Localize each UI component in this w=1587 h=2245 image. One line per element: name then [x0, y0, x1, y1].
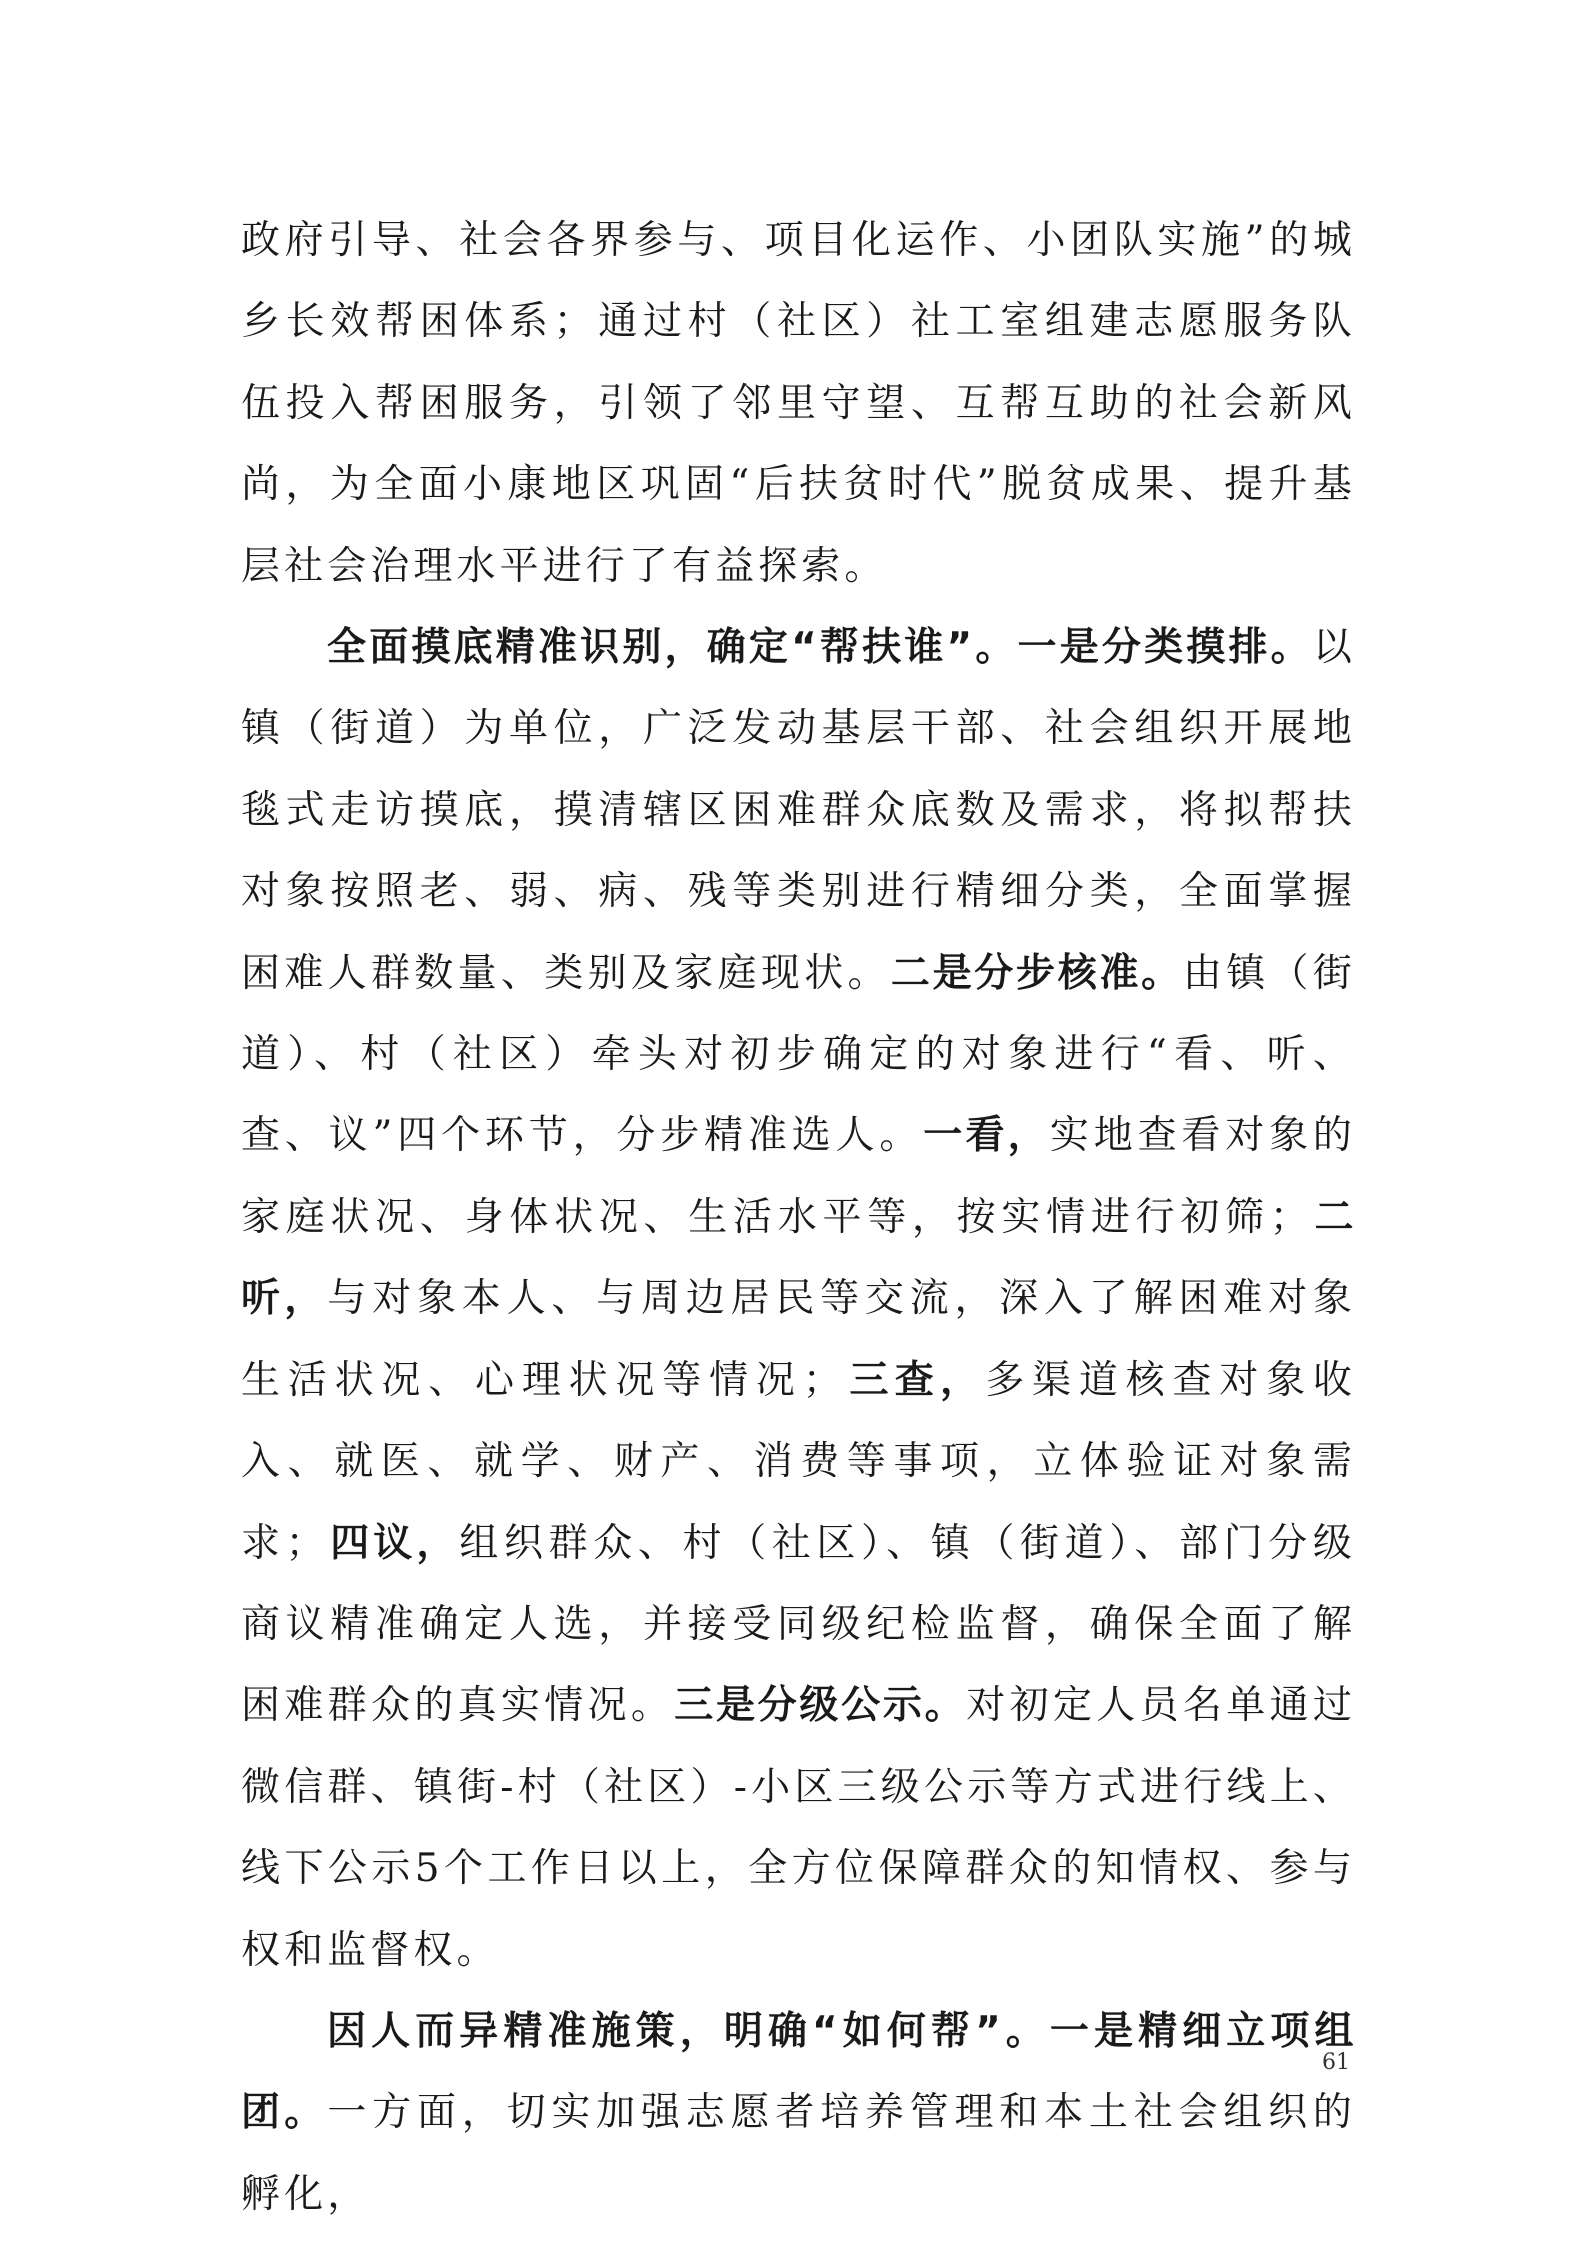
- step-label: 二听，: [241, 1194, 1356, 1322]
- section-heading: 全面摸底精准识别，确定“帮扶谁”。: [327, 625, 1018, 671]
- point-heading: 一是精细立项组团。: [241, 2008, 1356, 2136]
- paragraph-3: [241, 1991, 1356, 2235]
- text-run: 以镇（街道）为单位，广泛发动基层干部、社会组织开展地毯式走访摸底，摸清辖区困难群众底数及需求，将拟帮扶对象按照老、弱、病、残等类别进行精细分类，全面掌握困难人群数量、类别及家庭现状。: [241, 625, 1356, 996]
- step-label: 四议，: [328, 1520, 460, 1566]
- text-run: 对初定人员名单通过微信群、镇街-村（社区）-小区三级公示等方式进行线上、线下公示5个工作日以上，全方位保障群众的知情权、参与权和监督权。: [241, 1683, 1356, 1973]
- paragraph-2: [241, 607, 1356, 1991]
- text-run: 与对象本人、与周边居民等交流，深入了解困难对象生活状况、心理状况等情况；: [241, 1276, 1356, 1403]
- page-number: 61: [1322, 2050, 1350, 2075]
- point-heading: 二是分步核准。: [890, 950, 1183, 996]
- paragraph-1: [241, 200, 1356, 607]
- text-run: 多渠道核查对象收入、就医、就学、财产、消费等事项，立体验证对象需求；: [241, 1357, 1356, 1566]
- text-run: 实地查看对象的家庭状况、身体状况、生活水平等，按实情进行初筛；: [241, 1113, 1356, 1240]
- point-heading: 一是分类摸排。: [1017, 625, 1313, 671]
- section-heading: 因人而异精准施策，明确“如何帮”。: [327, 2008, 1050, 2054]
- text-run: 组织群众、村（社区）、镇（街道）、部门分级商议精准确定人选，并接受同级纪检监督，确保全面了解困难群众的真实情况。: [241, 1520, 1356, 1729]
- point-heading: 三是分级公示。: [674, 1683, 967, 1729]
- body-text: [241, 200, 1356, 2235]
- text-run: 政府引导、社会各界参与、项目化运作、小团队实施”的城乡长效帮困体系；通过村（社区）社工室组建志愿服务队伍投入帮困服务，引领了邻里守望、互帮互助的社会新风尚，为全面小康地区巩固“后扶贫时代”脱贫成果、提升基层社会治理水平进行了有益探索。: [241, 218, 1356, 589]
- text-run: 一方面，切实加强志愿者培养管理和本土社会组织的孵化，: [241, 2090, 1356, 2217]
- step-label: 一看，: [923, 1113, 1050, 1159]
- text-run: 由镇（街道）、村（社区）牵头对初步确定的对象进行“看、听、查、议”四个环节，分步精准选人。: [241, 950, 1356, 1159]
- step-label: 三查，: [845, 1357, 986, 1403]
